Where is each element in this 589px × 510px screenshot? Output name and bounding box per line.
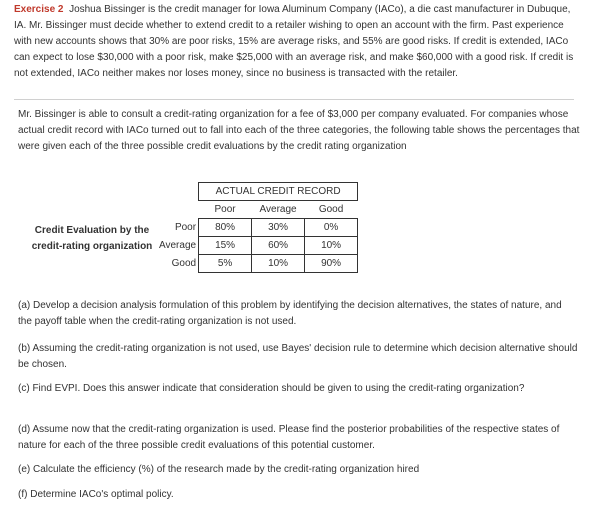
table-cell: 80%	[199, 219, 252, 237]
column-header: Average	[259, 204, 297, 215]
table-cell: 15%	[199, 237, 252, 255]
question-c: (c) Find EVPI. Does this answer indicate that consideration should be given to using the credit-rating organization?	[18, 383, 525, 394]
exercise-label: Exercise 2	[14, 4, 64, 15]
question-b: (b) Assuming the credit-rating organization is not used, use Bayes' decision rule to determine which decision alternative should be chosen.	[18, 343, 578, 370]
intro-text: Joshua Bissinger is the credit manager for Iowa Aluminum Company (IACo), a die cast manufacturer in Dubuque, IA. Mr. Bissinger must decide whether to extend credit to a retailer wishing to open an account with the firm. Past experience with new accounts shows that 30% are poor risks, 15% are average risks, and 55% are good risks. If credit is extended, IACo can expect to lose $30,000 with a poor risk, make $25,000 with an average risk, and make $60,000 with a good risk. If credit is not extended, IACo neither makes nor loses money, since no business is transacted with the retailer.	[14, 4, 574, 79]
table-cell: 0%	[305, 219, 358, 237]
table-cell: 90%	[305, 255, 358, 273]
table-row	[155, 219, 358, 237]
table-cell: 60%	[252, 237, 305, 255]
question-f: (f) Determine IACo's optimal policy.	[18, 489, 174, 500]
intro-paragraph	[14, 2, 580, 82]
column-header: Poor	[214, 204, 236, 215]
table-cell: 10%	[252, 255, 305, 273]
row-label: Average	[155, 237, 199, 255]
row-label: Good	[155, 255, 199, 273]
consult-paragraph: Mr. Bissinger is able to consult a credit-rating organization for a fee of $3,000 per company evaluated. For companies whose actual credit record with IACo turned out to fall into each of the three categories, the following table shows the percentages that were given each of the three possible credit evaluations by the credit rating organization	[18, 109, 580, 152]
question-e: (e) Calculate the efficiency (%) of the research made by the credit-rating organization hired	[18, 464, 420, 475]
table-row	[155, 255, 358, 273]
column-header: Good	[318, 204, 344, 215]
divider	[14, 99, 574, 100]
table-title: ACTUAL CREDIT RECORD	[199, 183, 358, 201]
table-cell: 5%	[199, 255, 252, 273]
row-label: Poor	[155, 219, 199, 237]
credit-record-table	[155, 182, 358, 273]
question-a: (a) Develop a decision analysis formulation of this problem by identifying the decision alternatives, the states of nature, and the payoff table when the credit-rating organization is not used.	[18, 300, 562, 327]
table-cell: 30%	[252, 219, 305, 237]
credit-table-section	[18, 180, 578, 268]
table-cell: 10%	[305, 237, 358, 255]
row-axis-label: Credit Evaluation by the credit-rating organization	[31, 225, 153, 252]
table-row	[155, 237, 358, 255]
question-d: (d) Assume now that the credit-rating organization is used. Please find the posterior probabilities of the respective states of nature for each of the three possible credit evaluations of this potential customer.	[18, 424, 560, 451]
